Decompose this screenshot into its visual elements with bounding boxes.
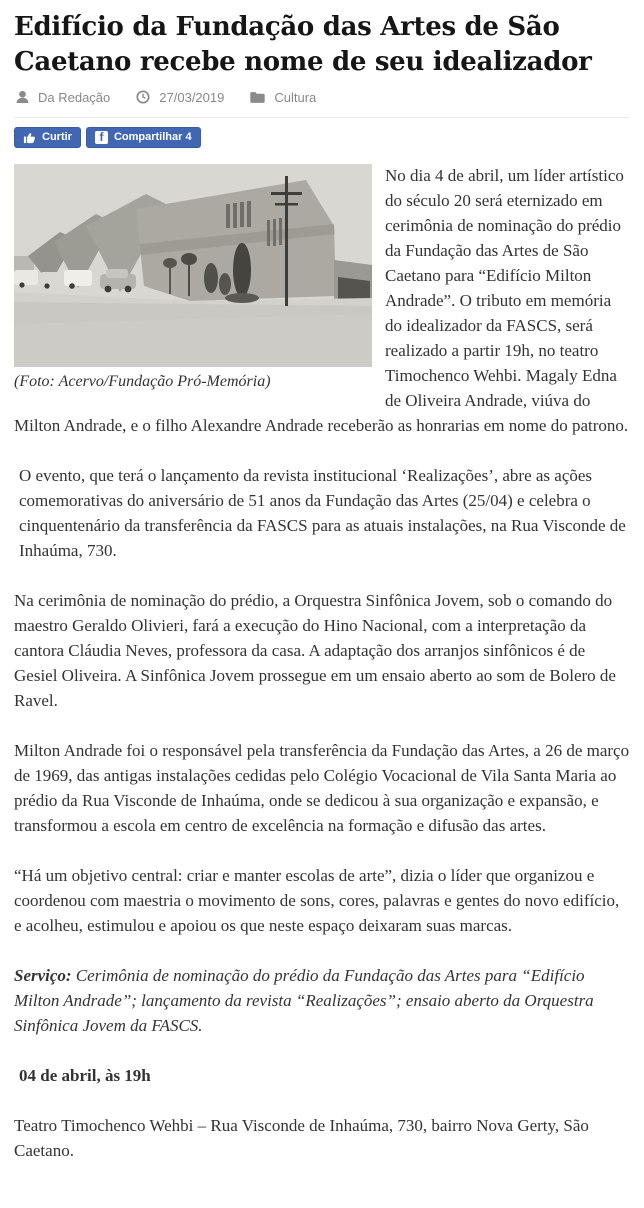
facebook-share-row (14, 127, 630, 148)
article-body (14, 163, 630, 1163)
meta-date-label: 27/03/2019 (159, 89, 225, 105)
meta-date (136, 90, 224, 105)
folder-icon (250, 91, 265, 104)
paragraph-1: No dia 4 de abril, um líder artístico do século 20 será eternizado em cerimônia de nominação do prédio da Fundação das Artes de São Caetano para “Edifício Milton Andrade”. O tributo em memória do idealizador da FASCS, será realizado a partir 19h, no teatro Timochenco Wehbi. Magaly Edna de Oliveira Andrade, viúva do Milton Andrade, e o filho Alexandre Andrade receberão as honrarias em nome do patrono. (14, 165, 629, 435)
facebook-icon: f (95, 131, 108, 144)
building-photo (14, 164, 372, 367)
servico-label: Serviço: (14, 965, 72, 985)
meta-author-label: Da Redação (38, 89, 111, 105)
fb-share-label: Compartilhar 4 (113, 131, 192, 144)
clock-icon (136, 90, 150, 104)
fb-like-button[interactable] (14, 127, 81, 148)
header-divider (14, 117, 630, 118)
servico-text: Cerimônia de nominação do prédio da Fundação das Artes para “Edifício Milton Andrade”; lançamento da revista “Realizações”; ensaio aberto da Orquestra Sinfônica Jovem da FASCS. (14, 965, 594, 1035)
article-meta (16, 90, 630, 105)
paragraph-2: O evento, que terá o lançamento da revista institucional ‘Realizações’, abre as ações comemorativas do aniversário de 51 anos da Fundação das Artes (25/04) e celebra o cinquentenário da transferência da FASCS para as atuais instalações, na Rua Visconde de Inhaúma, 730. (19, 465, 626, 560)
fb-share-button[interactable] (86, 127, 201, 148)
meta-author (16, 90, 110, 105)
meta-category-label[interactable]: Cultura (274, 89, 317, 105)
meta-category (250, 90, 316, 105)
user-icon (16, 90, 29, 104)
page-title: Edifício da Fundação das Artes de São Caetano recebe nome de seu idealizador (14, 12, 592, 77)
event-time: 04 de abril, às 19h (19, 1065, 151, 1085)
paragraph-venue: Teatro Timochenco Wehbi – Rua Visconde de Inhaúma, 730, bairro Nova Gerty, São Caetano. (14, 1115, 589, 1160)
paragraph-servico (14, 963, 630, 1038)
paragraph-4: Milton Andrade foi o responsável pela transferência da Fundação das Artes, a 26 de março de 1969, das antigas instalações cedidas pelo Colégio Vocacional de Vila Santa Maria ao prédio da Rua Visconde de Inhaúma, onde se dedicou à sua organização e expansão, e transformou a escola em centro de excelência na formação e difusão das artes. (14, 740, 630, 835)
paragraph-5: “Há um objetivo central: criar e manter escolas de arte”, dizia o líder que organizou e coordenou com maestria o movimento de sons, cores, palavras e gentes do novo edifício, e acolheu, estimulou e apoiou os que neste espaço deixaram suas marcas. (14, 865, 620, 935)
thumbs-up-icon (23, 131, 36, 144)
photo-caption: (Foto: Acervo/Fundação Pró-Memória) (14, 372, 271, 390)
paragraph-3: Na cerimônia de nominação do prédio, a Orquestra Sinfônica Jovem, sob o comando do maestro Geraldo Olivieri, fará a execução do Hino Nacional, com a interpretação da cantora Cláudia Neves, professora da casa. A adaptação dos arranjos sinfônicos é de Gesiel Oliveira. A Sinfônica Jovem prossegue em um ensaio aberto ao som de Bolero de Ravel. (14, 590, 616, 710)
fb-like-label: Curtir (42, 131, 72, 144)
article-photo-figure (14, 164, 372, 396)
